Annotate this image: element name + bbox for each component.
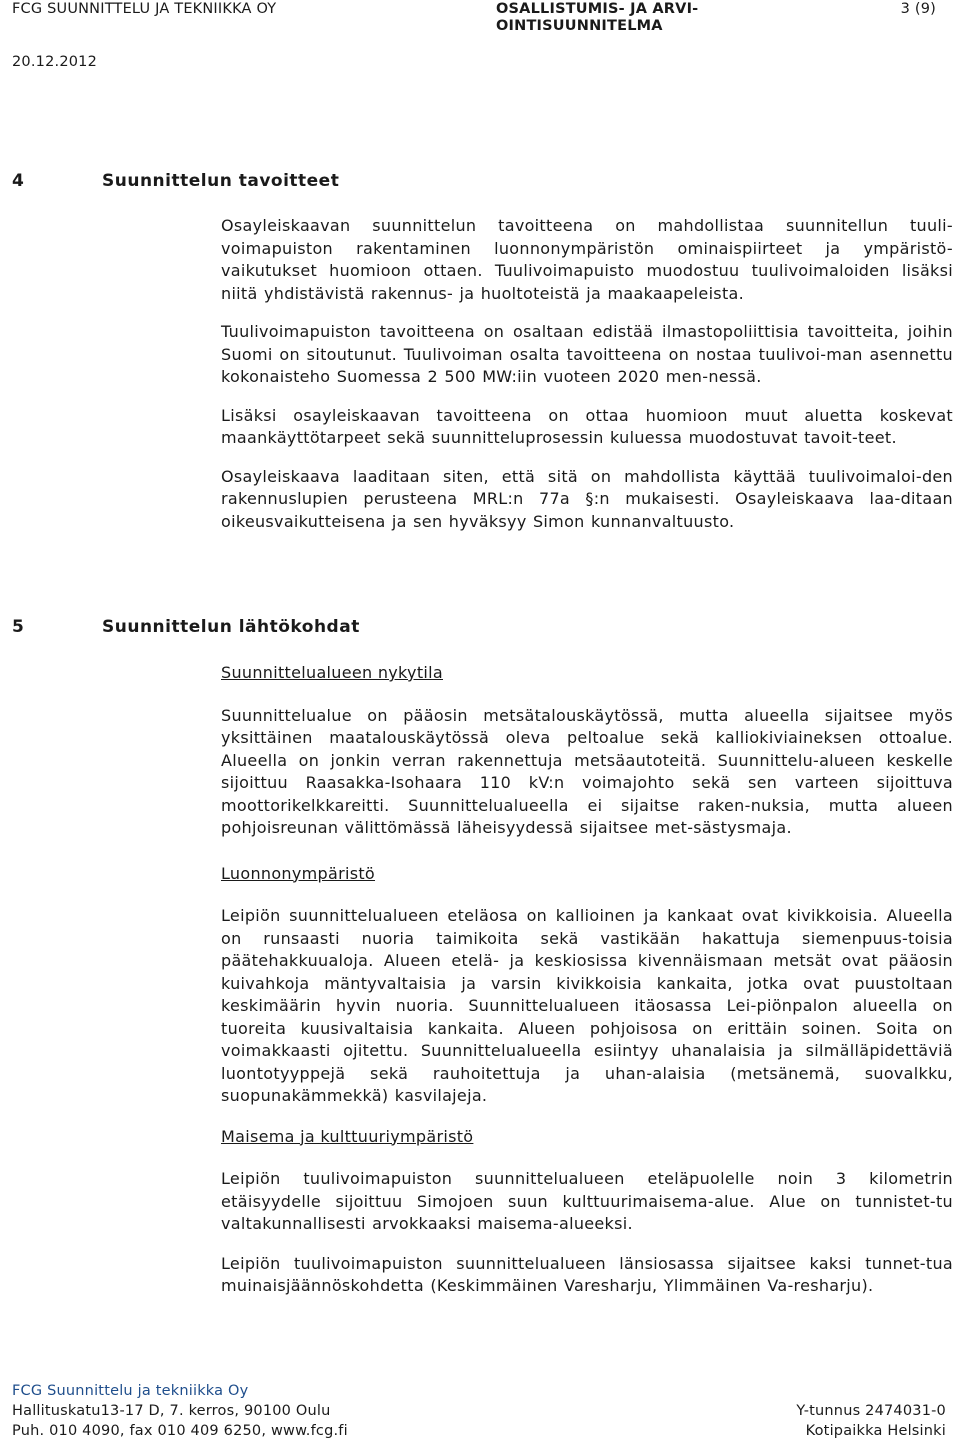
section-4-title: Suunnittelun tavoitteet bbox=[102, 171, 340, 191]
section-4-paragraph: Tuulivoimapuiston tavoitteena on osaltaan edistää ilmastopoliittisia tavoitteita, joihin Suomi on sitoutunut. Tuulivoiman osalta tavoitteena on nostaa tuulivoi-man asennettu kokonaisteho Suomessa 2 500 MW:iin vuoteen 2020 men-nessä. bbox=[221, 322, 953, 386]
header-page-number: 3 (9) bbox=[900, 1, 936, 17]
section-4-body bbox=[221, 215, 953, 533]
section-5-body bbox=[221, 662, 953, 1298]
footer-domicile: Kotipaikka Helsinki bbox=[805, 1423, 946, 1438]
footer-company-name: FCG Suunnittelu ja tekniikka Oy bbox=[12, 1383, 249, 1399]
footer-address-block bbox=[12, 1381, 348, 1438]
section-4-paragraph: Lisäksi osayleiskaavan tavoitteena on ottaa huomioon muut aluetta koskevat maankäyttötarpeet sekä suunnitteluprosessin kuluessa muodostuvat tavoit-teet. bbox=[221, 405, 953, 447]
subsection-paragraph: Leipiön suunnittelualueen eteläosa on kallioinen ja kankaat ovat kivikkoisia. Alueella on runsaasti nuoria taimikoita sekä vastikään hakattuja siemenpuus-toisia päätehakkuualoja. Alueen etelä- ja keskiosissa kivennäismaan metsät ovat pääosin kuivahkoja mäntyvaltaisia ja varsin kivikkoisia kankaita, jotka ovat puustoltaan keskimäärin hyvin nuoria. Suunnittelualueen itäosassa Lei-piönpalon alueella on tuoreita kuusivaltaisia kankaita. Alueen pohjoisosa on erittäin soinen. Soita on voimakkaasti ojitettu. Suunnittelualueella esiintyy uhanalaisia ja silmälläpidettäviä luontotyyppejä sekä rauhoitettuja ja uhan-alaisia (metsänemä, suovalkku, suopunakämmekkä) kasvilajeja. bbox=[221, 906, 953, 1105]
section-5-title: Suunnittelun lähtökohdat bbox=[102, 617, 360, 637]
section-4-number: 4 bbox=[12, 171, 25, 191]
header-date: 20.12.2012 bbox=[12, 54, 98, 70]
section-4-paragraph: Osayleiskaavan suunnittelun tavoitteena on mahdollistaa suunnitellun tuuli-voimapuiston rakentaminen luonnonympäristön ominaispiirteet ja ympäristö-vaikutukset huomioon ottaen. Tuulivoimapuisto muodostuu tuulivoimaloiden lisäksi niitä yhdistävistä rakennus- ja huoltoteistä ja maakaapeleista. bbox=[221, 216, 953, 303]
footer-business-id: Y-tunnus 2474031-0 bbox=[796, 1403, 946, 1419]
footer-registration-block bbox=[796, 1401, 946, 1438]
subsection-paragraph: Leipiön tuulivoimapuiston suunnittelualueen eteläpuolelle noin 3 kilometrin etäisyydelle sijoittuu Simojoen suun kulttuurimaisema-alue. Alue on tunnistet-tu valtakunnallisesti arvokkaaksi maisema-alueeksi. bbox=[221, 1169, 953, 1233]
subsection-paragraph: Suunnittelualue on pääosin metsätalouskäytössä, mutta alueella sijaitsee myös yksittäinen maatalouskäytössä oleva peltoalue sekä kalliokiviaineksen ottoalue. Alueella on jonkin verran rakennettuja metsäautoteitä. Suunnittelu-alueen keskelle sijoittuu Raasakka-Isohaara 110 kV:n voimajohto sekä sen varteen sijoittuva moottorikelkkareitti. Suunnittelualueella ei sijaitse raken-nuksia, mutta alueen pohjoisreunan välittömässä läheisyydessä sijaitsee met-sästysmaja. bbox=[221, 705, 953, 837]
footer-contact: Puh. 010 4090, fax 010 409 6250, www.fcg.fi bbox=[12, 1423, 348, 1438]
header-document-title: OSALLISTUMIS- JA ARVI-OINTISUUNNITELMA bbox=[496, 1, 699, 34]
subsection-heading-landscape: Maisema ja kulttuuriympäristö bbox=[221, 1126, 474, 1146]
section-5-number: 5 bbox=[12, 617, 25, 637]
section-4-heading bbox=[12, 171, 339, 191]
section-4-paragraph: Osayleiskaava laaditaan siten, että sitä on mahdollista käyttää tuulivoimaloi-den rakennuslupien perusteena MRL:n 77a §:n mukaisesti. Osayleiskaava laa-ditaan oikeusvaikutteisena ja sen hyväksyy Simon kunnanvaltuusto. bbox=[221, 466, 953, 531]
subsection-heading-current-state: Suunnittelualueen nykytila bbox=[221, 663, 443, 682]
footer-address: Hallituskatu13-17 D, 7. kerros, 90100 Oulu bbox=[12, 1403, 331, 1419]
section-5-heading bbox=[12, 617, 360, 637]
subsection-paragraph: Leipiön tuulivoimapuiston suunnittelualueen länsiosassa sijaitsee kaksi tunnet-tua muinaisjäännöskohdetta (Keskimmäinen Varesharju, Ylimmäinen Va-resharju). bbox=[221, 1253, 953, 1295]
header-organization: FCG SUUNNITTELU JA TEKNIIKKA OY bbox=[12, 1, 277, 17]
subsection-heading-natural-environment: Luonnonympäristö bbox=[221, 863, 376, 883]
